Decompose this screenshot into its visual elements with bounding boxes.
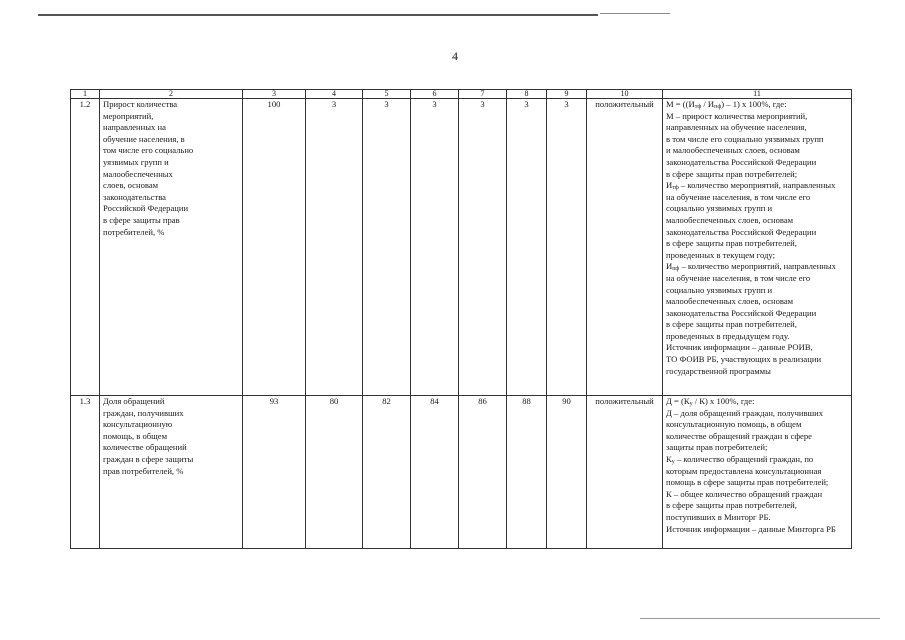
method-line: защиты прав потребителей; bbox=[666, 442, 768, 453]
method-line: малообеспеченных слоев, основам bbox=[666, 214, 794, 225]
formula-part: / И bbox=[701, 99, 715, 109]
method-line: в сфере защиты прав потребителей, bbox=[666, 500, 797, 511]
method-line: законодательства Российской Федерации bbox=[666, 226, 817, 237]
method-line: проведенных в текущем году; bbox=[666, 249, 775, 260]
method-line: К – общее количество обращений граждан bbox=[666, 488, 823, 499]
name-line: в сфере защиты прав bbox=[103, 214, 180, 225]
name-line: слоев, основам bbox=[103, 180, 159, 191]
value-cell: 3 bbox=[306, 99, 363, 396]
method-line: и малообеспеченных слоев, основам bbox=[666, 145, 800, 156]
method-line: социально уязвимых групп и bbox=[666, 203, 773, 214]
method-line: законодательства Российской Федерации bbox=[666, 307, 817, 318]
header-cell: 9 bbox=[547, 90, 587, 99]
name-line: прав потребителей, % bbox=[103, 465, 184, 476]
direction-cell: положительный bbox=[587, 396, 663, 549]
header-cell: 3 bbox=[243, 90, 306, 99]
formula-subscript: пф bbox=[714, 104, 722, 110]
method-line: проведенных в предыдущем году. bbox=[666, 330, 790, 341]
header-cell: 2 bbox=[100, 90, 243, 99]
value-cell: 100 bbox=[243, 99, 306, 396]
variable-definition bbox=[666, 454, 848, 466]
source-line: государственной программы bbox=[666, 365, 771, 376]
method-line: направленных на обучение населения, bbox=[666, 122, 807, 133]
variable-letter: К bbox=[666, 453, 672, 464]
name-line: граждан в сфере защиты bbox=[103, 453, 194, 464]
method-cell bbox=[663, 396, 852, 549]
source-line: Источник информации – данные Минторга РБ bbox=[666, 523, 836, 534]
value-cell: 3 bbox=[411, 99, 459, 396]
formula-part: Д = (К bbox=[666, 396, 690, 406]
name-line: граждан, получивших bbox=[103, 407, 184, 418]
method-line: количестве обращений граждан в сфере bbox=[666, 430, 812, 441]
indicators-table bbox=[70, 89, 852, 549]
method-line: законодательства Российской Федерации bbox=[666, 156, 817, 167]
method-line: в сфере защиты прав потребителей, bbox=[666, 238, 797, 249]
value-cell: 80 bbox=[306, 396, 363, 549]
name-line: малообеспеченных bbox=[103, 168, 173, 179]
name-line: помощь, в общем bbox=[103, 430, 168, 441]
formula-part: ) – 1) х 100%, где: bbox=[721, 99, 787, 109]
name-line: уязвимых групп и bbox=[103, 156, 169, 167]
name-line: направленных на bbox=[103, 122, 166, 133]
method-line: консультационную помощь, в общем bbox=[666, 419, 802, 430]
scan-edge-bottom bbox=[640, 618, 880, 619]
formula-subscript: тф bbox=[672, 185, 679, 192]
variable-definition bbox=[666, 180, 848, 192]
name-line: количестве обращений bbox=[103, 442, 187, 453]
value-cell: 93 bbox=[243, 396, 306, 549]
source-line: Источник информации – данные РОИВ, bbox=[666, 342, 813, 353]
name-line: Российской Федерации bbox=[103, 203, 189, 214]
value-cell: 84 bbox=[411, 396, 459, 549]
value-cell: 3 bbox=[459, 99, 507, 396]
value-cell: 82 bbox=[363, 396, 411, 549]
method-cell bbox=[663, 99, 852, 396]
header-cell: 6 bbox=[411, 90, 459, 99]
name-line: консультационную bbox=[103, 419, 173, 430]
method-line: помощь в сфере защиты прав потребителей; bbox=[666, 477, 829, 488]
method-line: которым предоставлена консультационная bbox=[666, 465, 822, 476]
value-cell: 88 bbox=[507, 396, 547, 549]
scan-edge-top-fragment bbox=[600, 13, 670, 14]
header-row bbox=[71, 90, 852, 99]
variable-letter: И bbox=[666, 180, 673, 191]
variable-definition bbox=[666, 261, 848, 273]
method-line: на обучение населения, в том числе его bbox=[666, 272, 811, 283]
formula-subscript: у bbox=[689, 401, 693, 407]
value-cell: 86 bbox=[459, 396, 507, 549]
source-line: ТО ФОИВ РБ, участвующих в реализации bbox=[666, 354, 822, 365]
method-line: М – прирост количества мероприятий, bbox=[666, 110, 808, 121]
value-cell: 3 bbox=[363, 99, 411, 396]
name-line: мероприятий, bbox=[103, 110, 154, 121]
name-line: Прирост количества bbox=[103, 99, 178, 109]
name-line: Доля обращений bbox=[103, 396, 165, 406]
header-cell: 4 bbox=[306, 90, 363, 99]
method-line: Д – доля обращений граждан, получивших bbox=[666, 407, 824, 418]
formula-part: / К) х 100%, где: bbox=[692, 396, 755, 406]
formula-subscript: пф bbox=[672, 266, 680, 273]
table-row bbox=[71, 396, 852, 549]
header-cell: 8 bbox=[507, 90, 547, 99]
method-text: – количество мероприятий, направленных bbox=[679, 261, 836, 272]
method-text: – количество мероприятий, направленных bbox=[678, 180, 836, 191]
header-cell: 1 bbox=[71, 90, 100, 99]
value-cell: 90 bbox=[547, 396, 587, 549]
method-line: социально уязвимых групп и bbox=[666, 284, 773, 295]
row-index: 1.3 bbox=[71, 396, 100, 549]
formula bbox=[666, 99, 848, 111]
method-line: поступивших в Минторг РБ. bbox=[666, 511, 771, 522]
value-cell: 3 bbox=[507, 99, 547, 396]
header-cell: 7 bbox=[459, 90, 507, 99]
formula-subscript: тф bbox=[694, 104, 702, 110]
name-line: обучение населения, в bbox=[103, 133, 185, 144]
header-cell: 10 bbox=[587, 90, 663, 99]
header-cell: 5 bbox=[363, 90, 411, 99]
method-line: в сфере защиты прав потребителей, bbox=[666, 319, 797, 330]
value-cell: 3 bbox=[547, 99, 587, 396]
name-line: потребителей, % bbox=[103, 226, 165, 237]
indicator-name bbox=[100, 396, 243, 549]
header-cell: 11 bbox=[663, 90, 852, 99]
direction-cell: положительный bbox=[587, 99, 663, 396]
method-line: в сфере защиты прав потребителей; bbox=[666, 168, 798, 179]
row-index: 1.2 bbox=[71, 99, 100, 396]
scan-edge-top bbox=[38, 14, 598, 16]
formula-subscript: у bbox=[671, 458, 675, 465]
indicator-name bbox=[100, 99, 243, 396]
formula-part: М = ((И bbox=[666, 99, 695, 109]
name-line: том числе его социально bbox=[103, 145, 194, 156]
formula bbox=[666, 396, 848, 408]
table-row bbox=[71, 99, 852, 396]
method-line: в том числе его социально уязвимых групп bbox=[666, 133, 824, 144]
method-line: малообеспеченных слоев, основам bbox=[666, 296, 794, 307]
variable-letter: И bbox=[666, 261, 673, 272]
name-line: законодательства bbox=[103, 191, 166, 202]
method-line: на обучение населения, в том числе его bbox=[666, 191, 811, 202]
page-number: 4 bbox=[452, 49, 458, 63]
method-text: – количество обращений граждан, по bbox=[674, 453, 814, 464]
